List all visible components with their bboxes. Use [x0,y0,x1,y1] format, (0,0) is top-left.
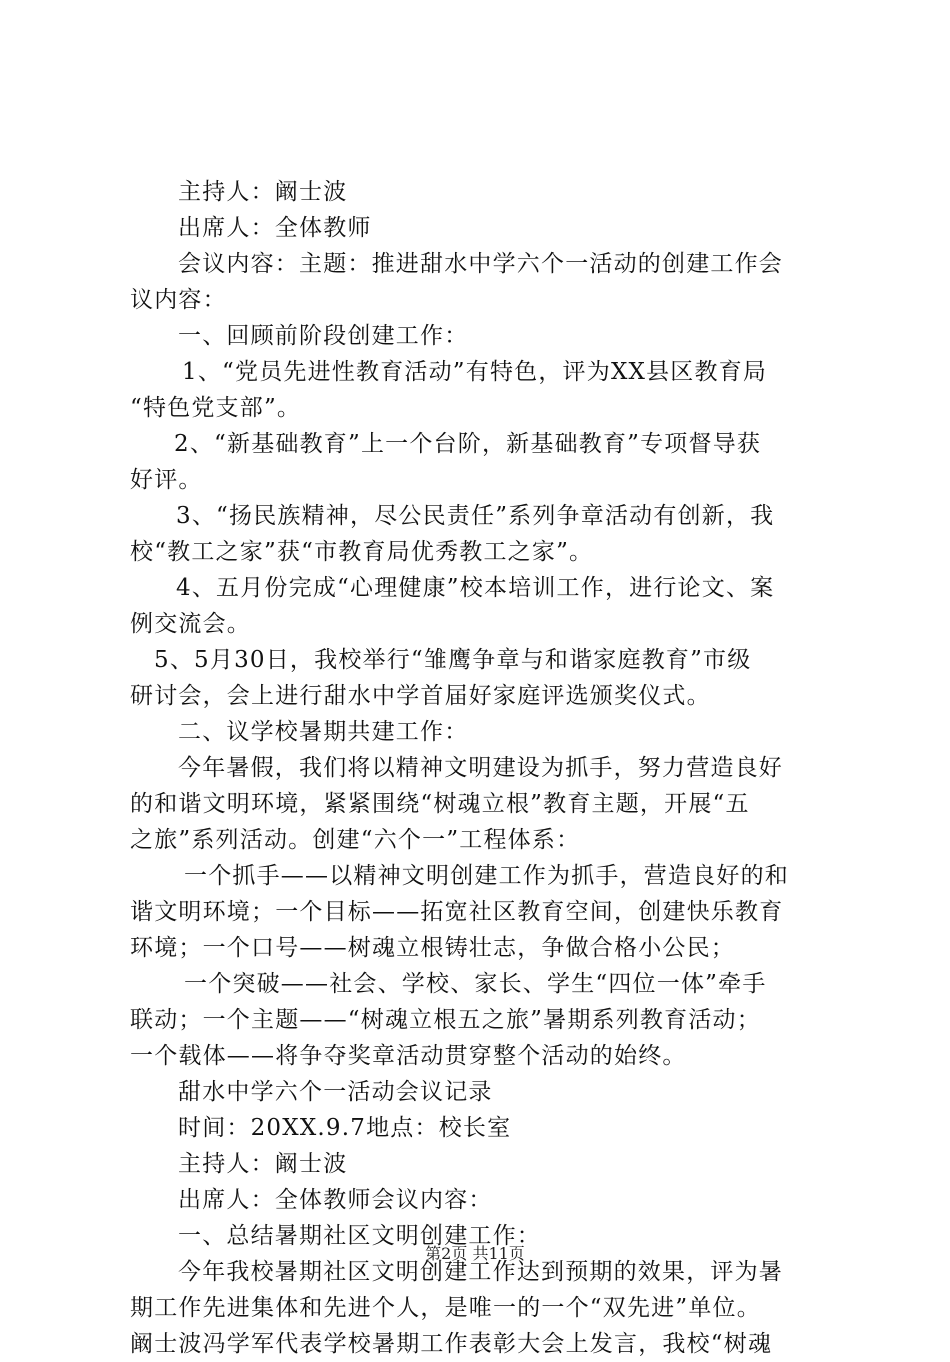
document-body [130,174,832,1362]
text-line: 一、回顾前阶段创建工作： [178,323,469,349]
text-line: 一个载体——将争夺奖章活动贯穿整个活动的始终。 [130,1043,687,1069]
text-line: 出席人：全体教师 [178,215,372,241]
page-number-footer: 第2页 共11页 [425,1244,525,1263]
text-line: 例交流会。 [130,611,251,637]
text-line: 好评。 [130,467,203,493]
text-line: 4、五月份完成“心理健康”校本培训工作，进行论文、案 [176,575,775,601]
text-line: 议内容： [130,287,227,313]
text-line: 一个突破——社会、学校、家长、学生“四位一体”牵手 [184,971,767,997]
text-line: 一个抓手——以精神文明创建工作为抓手，营造良好的和 [184,863,789,889]
text-line: 时间：20XX.9.7地点：校长室 [178,1115,512,1141]
text-line: 今年我校暑期社区文明创建工作达到预期的效果，评为暑 [178,1259,783,1285]
text-line: 联动；一个主题——“树魂立根五之旅”暑期系列教育活动； [130,1007,761,1033]
text-line: 二、议学校暑期共建工作： [178,719,469,745]
text-line: “特色党支部”。 [130,395,302,421]
text-line: 主持人：阚士波 [178,179,348,205]
text-line: 之旅”系列活动。创建“六个一”工程体系： [130,827,581,853]
text-line: 期工作先进集体和先进个人，是唯一的一个“双先进”单位。 [130,1295,761,1321]
text-line: 研讨会，会上进行甜水中学首届好家庭评选颁奖仪式。 [130,683,711,709]
text-line: 的和谐文明环境，紧紧围绕“树魂立根”教育主题，开展“五 [130,791,750,817]
text-line: 谐文明环境；一个目标——拓宽社区教育空间，创建快乐教育 [130,899,784,925]
text-line: 2、“新基础教育”上一个台阶，新基础教育”专项督导获 [174,431,762,457]
text-line: 一、总结暑期社区文明创建工作： [178,1223,541,1249]
text-line: 校“教工之家”获“市教育局优秀教工之家”。 [130,539,594,565]
text-line: 出席人：全体教师会议内容： [178,1187,493,1213]
text-line: 3、“扬民族精神，尽公民责任”系列争章活动有创新，我 [176,503,775,529]
text-line: 会议内容：主题：推进甜水中学六个一活动的创建工作会 [178,251,783,277]
text-line: 阚士波冯学军代表学校暑期工作表彰大会上发言，我校“树魂 [130,1331,773,1357]
text-line: 主持人：阚士波 [178,1151,348,1177]
text-line: 1、“党员先进性教育活动”有特色，评为XX县区教育局 [182,359,768,385]
text-line: 环境；一个口号——树魂立根铸壮志，争做合格小公民； [130,935,735,961]
text-line: 今年暑假，我们将以精神文明建设为抓手，努力营造良好 [178,755,783,781]
text-line: 甜水中学六个一活动会议记录 [178,1079,493,1105]
text-line: 5、5月30日，我校举行“雏鹰争章与和谐家庭教育”市级 [154,647,752,673]
